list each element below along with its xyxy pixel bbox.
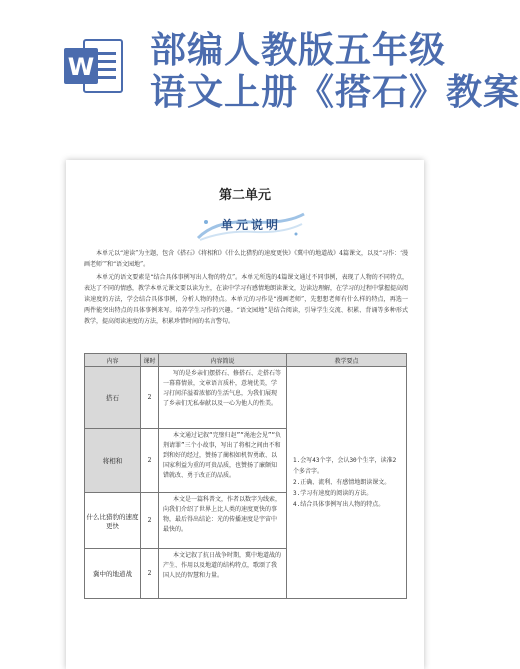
lesson-table — [84, 353, 407, 599]
lesson-name: 什么比猎豹的速度更快 — [85, 493, 141, 549]
lesson-hours: 2 — [141, 549, 159, 599]
lesson-hours: 2 — [141, 493, 159, 549]
header-hours: 课时 — [141, 354, 159, 367]
lesson-name: 将相和 — [85, 429, 141, 493]
teaching-point: 4.结合具体事例写出人物的特点。 — [293, 501, 385, 508]
unit-title: 第二单元 — [218, 188, 271, 203]
header-brief: 内容简说 — [159, 354, 287, 367]
teaching-point: 2.正确、流利、有感情地朗读课文。 — [293, 479, 391, 486]
lesson-name: 冀中的地道战 — [85, 549, 141, 599]
lesson-brief: 本文记叙了抗日战争时期，冀中地道战的产生、作用以及地道的结构特点，歌颂了我国人民的智慧和力量。 — [159, 549, 287, 599]
lesson-brief: 写的是乡亲们摆搭石、修搭石、走搭石等一幕幕情景，文章语言质朴，意境优美，学习打间洋溢着浓郁的生活气息，为我们展现了乡亲们无私奉献以及一心为他人的性美。 — [159, 367, 287, 429]
header-points: 教学要点 — [287, 354, 407, 367]
intro-paragraph: 本单元以“速读”为主题，包含《搭石》《将相和》《什么比猎豹的速度更快》《冀中的地道战》4篇课文，以及“习作：‘漫画老师’”和“语文园地”。 — [84, 250, 408, 268]
teaching-point: 1.会写43个字，会认30个生字，读准2个多音字。 — [293, 457, 397, 475]
lesson-brief: 本文通过记叙“完璧归赵”“渑池会见”“负荆请罪”三个小故事，写出了将相之间由不和到和好的经过，赞扬了蔺相如机智勇敢、以国家利益为重的可贵品质，也赞扬了廉颇知错就改、勇于改正的品质。 — [159, 429, 287, 493]
teaching-point: 3.学习有速度的阅读的方法。 — [293, 490, 373, 497]
lesson-brief: 本文是一篇科普文，作者以数字为线索，向我们介绍了世界上比人类的速度更快的事物，最后得出结论：光的传播速度是宇宙中最快的。 — [159, 493, 287, 549]
table-header-row — [85, 354, 407, 367]
word-document-icon — [62, 34, 126, 98]
page-title-line1: 部编人教版五年级 — [150, 30, 447, 71]
word-logo-letter: W — [67, 53, 95, 81]
lesson-name: 搭石 — [85, 367, 141, 429]
document-page — [66, 160, 424, 669]
teaching-points — [287, 367, 407, 599]
table-row — [85, 367, 407, 429]
lesson-hours: 2 — [141, 429, 159, 493]
elements-paragraph: 本单元的语文要素是“结合具体事例写出人物的特点”。本单元所选的4篇课文通过不同事例，表现了人物的不同特点，表达了不同的情感，教学本单元课文要以读为主，在读中学习有感情地朗读课文，边读边理解，在学习的过程中掌握提高阅读速度的方法，学会结合具体事例，分析人物的特点。本单元的习作是“漫画老师”，先想想老师有什么样的特点，再选一两件能突出特点的具体事例来写。培养学生习作的兴趣。“语文园地”是结合阅读，引导学生交流、积累、背诵等多种形式教学，提高阅读速度的方法，积累珍惜时间的名言警句。 — [84, 274, 409, 325]
page-title-line2: 语文上册《搭石》教案 — [150, 72, 520, 113]
lesson-hours: 2 — [141, 367, 159, 429]
unit-description-heading: 单元说明 — [220, 218, 281, 232]
header-content: 内容 — [85, 354, 141, 367]
header — [0, 0, 520, 118]
